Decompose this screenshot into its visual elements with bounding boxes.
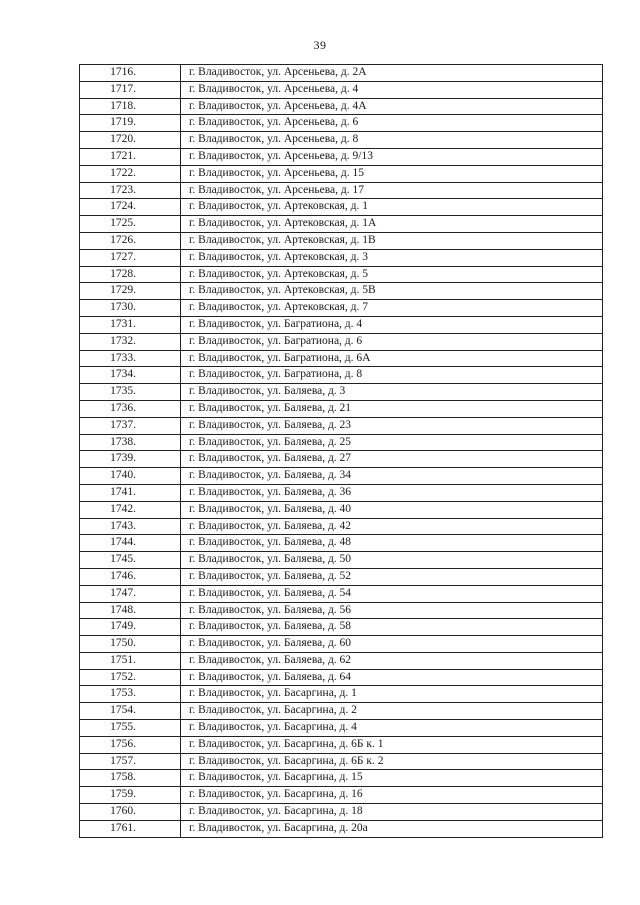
table-row (80, 518, 603, 535)
address-cell: г. Владивосток, ул. Баляева, д. 25 (181, 434, 603, 451)
address-cell: г. Владивосток, ул. Багратиона, д. 8 (181, 367, 603, 384)
table-row (80, 753, 603, 770)
table-row (80, 333, 603, 350)
address-cell: г. Владивосток, ул. Баляева, д. 34 (181, 468, 603, 485)
page-number: 39 (313, 38, 327, 52)
table-row (80, 199, 603, 216)
address-table-container (79, 64, 603, 838)
row-number-cell: 1739. (80, 451, 181, 468)
address-cell: г. Владивосток, ул. Арсеньева, д. 9/13 (181, 148, 603, 165)
row-number-cell: 1734. (80, 367, 181, 384)
address-cell: г. Владивосток, ул. Багратиона, д. 6А (181, 350, 603, 367)
table-row (80, 552, 603, 569)
address-cell: г. Владивосток, ул. Басаргина, д. 18 (181, 804, 603, 821)
address-cell: г. Владивосток, ул. Басаргина, д. 6Б к. 1 (181, 736, 603, 753)
address-cell: г. Владивосток, ул. Баляева, д. 48 (181, 535, 603, 552)
table-row (80, 686, 603, 703)
table-row (80, 720, 603, 737)
table-row (80, 266, 603, 283)
table-row (80, 451, 603, 468)
table-row (80, 115, 603, 132)
row-number-cell: 1726. (80, 232, 181, 249)
table-row (80, 535, 603, 552)
row-number-cell: 1719. (80, 115, 181, 132)
address-cell: г. Владивосток, ул. Артековская, д. 5В (181, 283, 603, 300)
row-number-cell: 1752. (80, 669, 181, 686)
address-cell: г. Владивосток, ул. Баляева, д. 27 (181, 451, 603, 468)
address-cell: г. Владивосток, ул. Баляева, д. 58 (181, 619, 603, 636)
table-row (80, 316, 603, 333)
row-number-cell: 1733. (80, 350, 181, 367)
table-row (80, 350, 603, 367)
address-cell: г. Владивосток, ул. Басаргина, д. 4 (181, 720, 603, 737)
table-row (80, 787, 603, 804)
address-cell: г. Владивосток, ул. Артековская, д. 7 (181, 300, 603, 317)
table-row (80, 770, 603, 787)
address-table (79, 64, 603, 838)
row-number-cell: 1721. (80, 148, 181, 165)
address-table-body (80, 65, 603, 838)
row-number-cell: 1742. (80, 501, 181, 518)
row-number-cell: 1737. (80, 417, 181, 434)
row-number-cell: 1745. (80, 552, 181, 569)
row-number-cell: 1725. (80, 216, 181, 233)
row-number-cell: 1751. (80, 652, 181, 669)
table-row (80, 434, 603, 451)
table-row (80, 669, 603, 686)
table-row (80, 148, 603, 165)
row-number-cell: 1736. (80, 400, 181, 417)
row-number-cell: 1748. (80, 602, 181, 619)
table-row (80, 804, 603, 821)
table-row (80, 484, 603, 501)
row-number-cell: 1756. (80, 736, 181, 753)
row-number-cell: 1743. (80, 518, 181, 535)
address-cell: г. Владивосток, ул. Баляева, д. 40 (181, 501, 603, 518)
table-row (80, 165, 603, 182)
table-row (80, 400, 603, 417)
row-number-cell: 1741. (80, 484, 181, 501)
address-cell: г. Владивосток, ул. Баляева, д. 50 (181, 552, 603, 569)
row-number-cell: 1729. (80, 283, 181, 300)
address-cell: г. Владивосток, ул. Баляева, д. 54 (181, 585, 603, 602)
table-row (80, 602, 603, 619)
address-cell: г. Владивосток, ул. Баляева, д. 52 (181, 568, 603, 585)
table-row (80, 65, 603, 82)
row-number-cell: 1747. (80, 585, 181, 602)
table-row (80, 216, 603, 233)
address-cell: г. Владивосток, ул. Арсеньева, д. 6 (181, 115, 603, 132)
address-cell: г. Владивосток, ул. Арсеньева, д. 2А (181, 65, 603, 82)
row-number-cell: 1750. (80, 636, 181, 653)
address-cell: г. Владивосток, ул. Басаргина, д. 6Б к. 2 (181, 753, 603, 770)
table-row (80, 232, 603, 249)
address-cell: г. Владивосток, ул. Баляева, д. 64 (181, 669, 603, 686)
address-cell: г. Владивосток, ул. Басаргина, д. 16 (181, 787, 603, 804)
table-row (80, 703, 603, 720)
row-number-cell: 1759. (80, 787, 181, 804)
address-cell: г. Владивосток, ул. Багратиона, д. 6 (181, 333, 603, 350)
address-cell: г. Владивосток, ул. Баляева, д. 62 (181, 652, 603, 669)
address-cell: г. Владивосток, ул. Артековская, д. 1 (181, 199, 603, 216)
address-cell: г. Владивосток, ул. Арсеньева, д. 17 (181, 182, 603, 199)
row-number-cell: 1740. (80, 468, 181, 485)
address-cell: г. Владивосток, ул. Арсеньева, д. 4 (181, 81, 603, 98)
table-row (80, 81, 603, 98)
table-row (80, 501, 603, 518)
table-row (80, 820, 603, 837)
address-cell: г. Владивосток, ул. Басаргина, д. 20а (181, 820, 603, 837)
table-row (80, 132, 603, 149)
address-cell: г. Владивосток, ул. Басаргина, д. 1 (181, 686, 603, 703)
address-cell: г. Владивосток, ул. Баляева, д. 60 (181, 636, 603, 653)
row-number-cell: 1735. (80, 384, 181, 401)
address-cell: г. Владивосток, ул. Баляева, д. 42 (181, 518, 603, 535)
address-cell: г. Владивосток, ул. Багратиона, д. 4 (181, 316, 603, 333)
table-row (80, 619, 603, 636)
table-row (80, 283, 603, 300)
address-cell: г. Владивосток, ул. Баляева, д. 21 (181, 400, 603, 417)
row-number-cell: 1716. (80, 65, 181, 82)
address-cell: г. Владивосток, ул. Баляева, д. 36 (181, 484, 603, 501)
address-cell: г. Владивосток, ул. Артековская, д. 1В (181, 232, 603, 249)
table-row (80, 300, 603, 317)
table-row (80, 468, 603, 485)
row-number-cell: 1727. (80, 249, 181, 266)
address-cell: г. Владивосток, ул. Баляева, д. 56 (181, 602, 603, 619)
row-number-cell: 1718. (80, 98, 181, 115)
row-number-cell: 1728. (80, 266, 181, 283)
row-number-cell: 1738. (80, 434, 181, 451)
address-cell: г. Владивосток, ул. Артековская, д. 5 (181, 266, 603, 283)
row-number-cell: 1732. (80, 333, 181, 350)
row-number-cell: 1749. (80, 619, 181, 636)
address-cell: г. Владивосток, ул. Артековская, д. 1А (181, 216, 603, 233)
table-row (80, 367, 603, 384)
address-cell: г. Владивосток, ул. Арсеньева, д. 4А (181, 98, 603, 115)
address-cell: г. Владивосток, ул. Арсеньева, д. 8 (181, 132, 603, 149)
row-number-cell: 1730. (80, 300, 181, 317)
table-row (80, 182, 603, 199)
row-number-cell: 1746. (80, 568, 181, 585)
table-row (80, 98, 603, 115)
table-row (80, 384, 603, 401)
address-cell: г. Владивосток, ул. Басаргина, д. 15 (181, 770, 603, 787)
row-number-cell: 1724. (80, 199, 181, 216)
table-row (80, 585, 603, 602)
row-number-cell: 1744. (80, 535, 181, 552)
row-number-cell: 1758. (80, 770, 181, 787)
table-row (80, 652, 603, 669)
address-cell: г. Владивосток, ул. Артековская, д. 3 (181, 249, 603, 266)
table-row (80, 417, 603, 434)
address-cell: г. Владивосток, ул. Баляева, д. 3 (181, 384, 603, 401)
address-cell: г. Владивосток, ул. Арсеньева, д. 15 (181, 165, 603, 182)
row-number-cell: 1717. (80, 81, 181, 98)
row-number-cell: 1722. (80, 165, 181, 182)
row-number-cell: 1755. (80, 720, 181, 737)
row-number-cell: 1761. (80, 820, 181, 837)
row-number-cell: 1754. (80, 703, 181, 720)
table-row (80, 249, 603, 266)
row-number-cell: 1753. (80, 686, 181, 703)
row-number-cell: 1723. (80, 182, 181, 199)
row-number-cell: 1731. (80, 316, 181, 333)
row-number-cell: 1720. (80, 132, 181, 149)
row-number-cell: 1760. (80, 804, 181, 821)
address-cell: г. Владивосток, ул. Басаргина, д. 2 (181, 703, 603, 720)
address-cell: г. Владивосток, ул. Баляева, д. 23 (181, 417, 603, 434)
table-row (80, 636, 603, 653)
table-row (80, 568, 603, 585)
row-number-cell: 1757. (80, 753, 181, 770)
table-row (80, 736, 603, 753)
